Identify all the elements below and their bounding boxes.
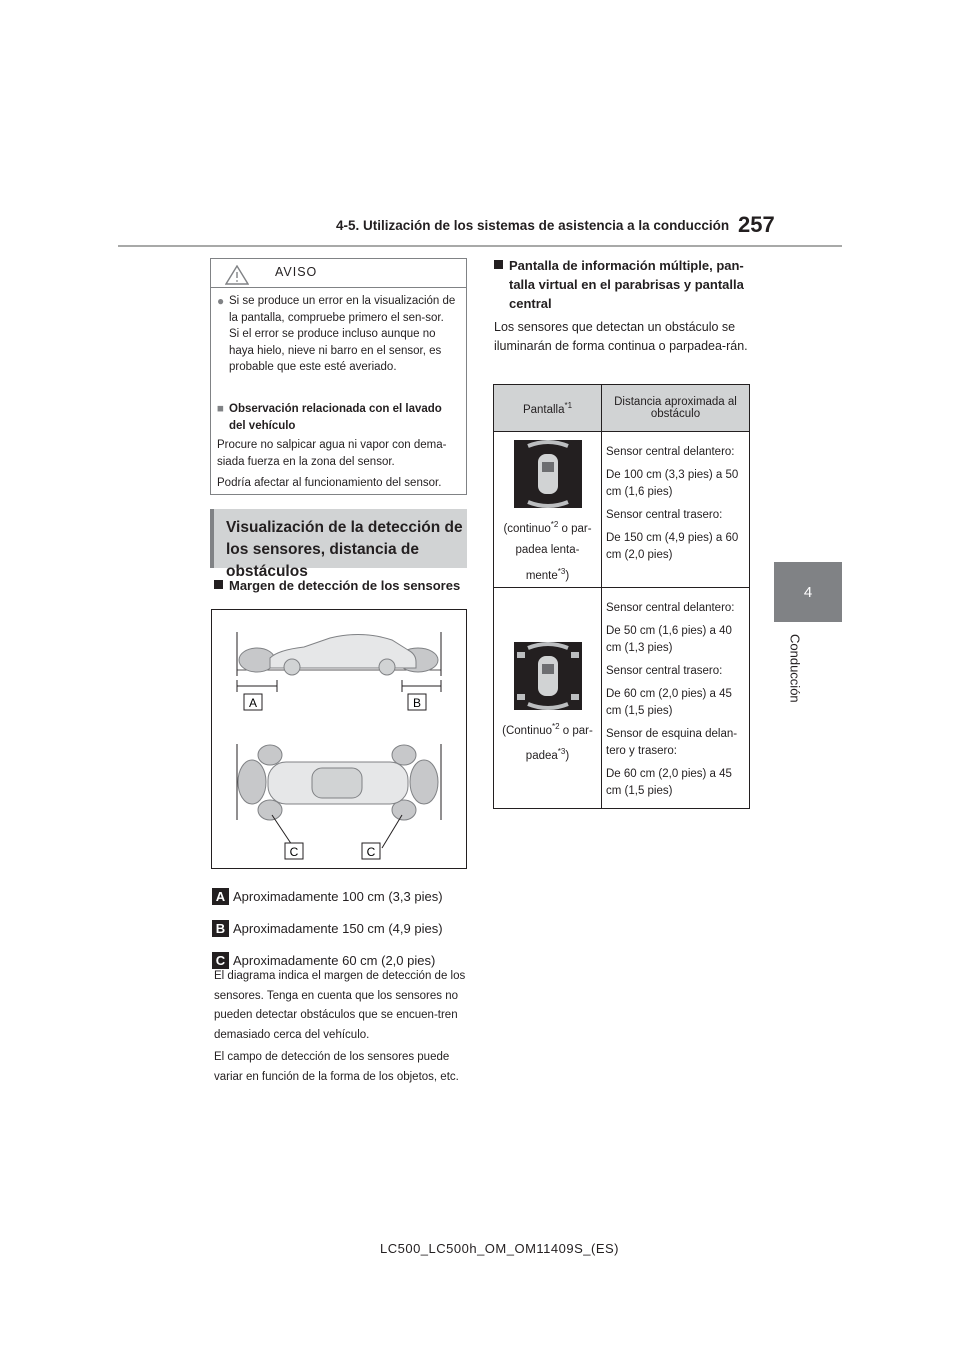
footer-code: LC500_LC500h_OM_OM11409S_(ES) <box>380 1241 620 1256</box>
warning-bullet <box>217 293 461 376</box>
page-number: 257 <box>738 212 775 237</box>
distance-line: Sensor central delantero: <box>606 446 735 458</box>
header-text: Pantalla <box>522 403 565 416</box>
warning-paragraph-2: Podría afectar al funcionamiento del sensor. <box>217 477 442 489</box>
section-heading-text: Visualización de la detección de los sensores, distancia de obstáculos <box>226 519 463 580</box>
table-header-display <box>494 385 602 432</box>
distance-cell <box>602 432 750 588</box>
distance-line: De 60 cm (2,0 pies) a 45 cm (1,5 pies) <box>606 767 732 797</box>
table-header-distance <box>602 385 750 432</box>
caption-sup: *2 <box>552 721 560 731</box>
distance-cell <box>602 587 750 808</box>
left-paragraph-1: El diagrama indica el margen de detección de los sensores. Tenga en cuenta que los sensores no pueden detectar obstáculos que se encuen-tren demasiado cerca del vehículo. <box>214 970 466 1041</box>
right-intro: Los sensores que detectan un obstáculo se iluminarán de forma continua o parpadea-rán. <box>494 320 748 353</box>
caption-text: o par-padea lenta-mente <box>515 522 592 582</box>
car-display-icon <box>514 642 582 710</box>
bullet-icon: ● <box>217 294 225 308</box>
left-paragraph-2: El campo de detección de los sensores puede variar en función de la forma de los objetos, etc. <box>214 1051 459 1083</box>
car-display-icon <box>514 440 582 508</box>
warning-box <box>210 258 467 495</box>
distance-line: Sensor central trasero: <box>606 509 723 521</box>
caption-text: (Continuo <box>502 724 553 737</box>
distance-table <box>493 384 750 809</box>
caption-text: (continuo <box>503 522 551 535</box>
caption-sup: *3 <box>557 747 566 757</box>
chapter-label-box <box>760 628 830 708</box>
warning-title: AVISO <box>275 265 318 279</box>
square-bullet-icon <box>494 260 503 269</box>
legend-text: Aproximadamente 60 cm (2,0 pies) <box>233 952 436 968</box>
warning-paragraph-1: Procure no salpicar agua ni vapor con dema-siada fuerza en la zona del sensor. <box>217 439 447 468</box>
diagram-label-a: A <box>248 696 258 710</box>
chapter-label: Conducción <box>787 633 803 703</box>
display-cell <box>494 432 602 588</box>
distance-line: Sensor central trasero: <box>606 664 723 677</box>
legend-list <box>212 880 482 976</box>
header-text: Distancia aproximada al obstáculo <box>614 396 737 420</box>
distance-line: De 50 cm (1,6 pies) a 40 cm (1,3 pies) <box>606 624 732 654</box>
distance-line: Sensor central delantero: <box>606 601 735 614</box>
section-title: 4-5. Utilización de los sistemas de asistencia a la conducción <box>336 218 730 233</box>
warning-bullet-text-1: Si se produce un error en la visualización de la pantalla, compruebe primero el sen-sor. <box>229 295 456 324</box>
square-bullet-icon <box>214 580 223 589</box>
warning-bullet-text-2: Si el error se produce incluso aunque no haya hielo, nieve ni barro en el sensor, es probable que este esté averiado. <box>229 328 442 373</box>
legend-item <box>212 880 482 912</box>
table-header-row <box>494 385 750 432</box>
header-sup: *1 <box>564 400 573 410</box>
legend-text: Aproximadamente 100 cm (3,3 pies) <box>233 888 443 904</box>
right-subheading-text: Pantalla de información múltiple, pan-talla virtual en el parabrisas y pantalla central <box>509 258 744 311</box>
legend-item <box>212 912 482 944</box>
display-cell <box>494 587 602 808</box>
warning-subheading-text: Observación relacionada con el lavado del vehículo <box>229 403 442 432</box>
caption-sup: *3 <box>557 566 566 576</box>
left-subheading <box>214 576 460 595</box>
diagram-label-c2: C <box>366 845 376 859</box>
right-subheading <box>494 256 750 313</box>
distance-line: De 150 cm (4,9 pies) a 60 cm (2,0 pies) <box>606 532 739 561</box>
distance-line: De 60 cm (2,0 pies) a 45 cm (1,5 pies) <box>606 687 732 717</box>
chapter-number: 4 <box>803 583 813 601</box>
display-caption <box>494 716 601 768</box>
diagram-label-c1: C <box>289 845 299 859</box>
square-bullet-icon: ■ <box>217 403 224 415</box>
left-subheading-text: Margen de detección de los sensores <box>229 578 461 593</box>
caption-text: ) <box>565 750 570 763</box>
legend-text: Aproximadamente 150 cm (4,9 pies) <box>233 920 443 936</box>
caption-text: o par-padea <box>525 724 593 763</box>
caption-sup: *2 <box>550 520 559 529</box>
table-row <box>494 432 750 588</box>
detection-range-illustration <box>212 610 466 868</box>
legend-letter: C <box>212 952 229 969</box>
warning-divider <box>211 287 466 288</box>
section-heading <box>210 509 467 580</box>
diagram-label-b: B <box>412 696 422 710</box>
detection-range-diagram <box>211 609 467 869</box>
caption-text: ) <box>565 569 570 582</box>
distance-line: De 100 cm (3,3 pies) a 50 cm (1,6 pies) <box>606 469 739 498</box>
table-row <box>494 587 750 808</box>
legend-letter: A <box>212 888 229 905</box>
header-rule <box>118 245 842 247</box>
display-caption <box>494 514 601 587</box>
warning-subheading <box>217 401 461 434</box>
chapter-tab <box>774 562 842 622</box>
distance-line: Sensor de esquina delan-tero y trasero: <box>606 727 738 757</box>
legend-letter: B <box>212 920 229 937</box>
